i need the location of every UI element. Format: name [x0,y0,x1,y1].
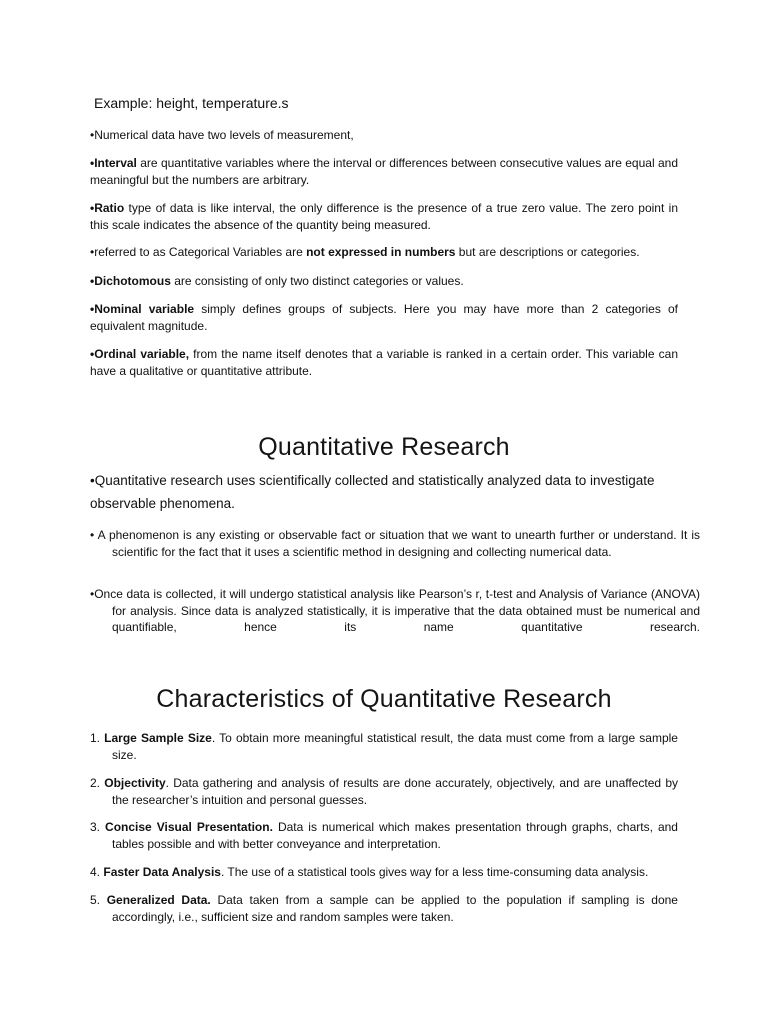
bullet-text: •referred to as Categorical Variables are [90,245,307,259]
list-number: 3. [90,820,101,834]
list-item [90,892,678,925]
list-item-text: . To obtain more meaningful statistical result, the data must come from a large sample size. [112,731,678,762]
bullet-nominal [90,301,678,334]
bullet-text: but are descriptions or categories. [455,245,640,259]
bullet-ratio [90,200,678,233]
bullet-categorical [90,244,678,261]
bullet-bold: •Dichotomous [90,274,171,288]
list-item [90,819,678,852]
list-item [90,775,678,808]
bullet-text: are consisting of only two distinct categories or values. [170,274,464,288]
example-line: Example: height, temperature.s [94,95,289,111]
heading-characteristics: Characteristics of Quantitative Research [156,685,612,713]
list-item [90,864,678,881]
bullet-bold: not expressed in numbers [306,245,456,259]
lead-paragraph: •Quantitative research uses scientifically collected and statistically analyzed data to investigate observable phenomena. [90,473,655,511]
bullet-bold: •Nominal variable [90,302,195,316]
heading-quantitative-research: Quantitative Research [258,433,510,461]
bullet-bold: •Ratio [90,201,125,215]
bullet-text: •Numerical data have two levels of measurement, [90,128,354,142]
list-number: 1. [90,731,101,745]
paragraph-statistical-analysis: •Once data is collected, it will undergo statistical analysis like Pearson’s r, t-test and Analysis of Variance (ANOVA) for analysis. Since data is analyzed statistically, it is imperative that the data obtained must be numerical and quantifiable, hence its name quantitative research. [90,587,700,634]
list-number: 2. [90,776,101,790]
list-item-title: Large Sample Size [104,731,212,745]
bullet-text: are quantitative variables where the interval or differences between consecutive values are equal and meaningful but the numbers are arbitrary. [90,156,678,187]
list-item-text: . Data gathering and analysis of results are done accurately, objectively, and are unaffected by the researcher’s intuition and personal guesses. [112,776,678,807]
list-item-title: Generalized Data. [106,893,211,907]
list-item-title: Objectivity [104,776,166,790]
bullet-dichotomous [90,273,678,290]
list-item-text: Data taken from a sample can be applied to the population if sampling is done accordingly, i.e., sufficient size and random samples were taken. [112,893,678,924]
list-item-text: . The use of a statistical tools gives way for a less time-consuming data analysis. [220,865,649,879]
list-item-title: Concise Visual Presentation. [105,820,273,834]
list-item-title: Faster Data Analysis [103,865,221,879]
bullet-text: from the name itself denotes that a variable is ranked in a certain order. This variable can have a qualitative or quantitative attribute. [90,347,678,378]
list-number: 5. [90,893,101,907]
bullet-ordinal [90,346,678,379]
list-item-text: Data is numerical which makes presentation through graphs, charts, and tables possible and with better conveyance and interpretation. [112,820,678,851]
paragraph-phenomenon: • A phenomenon is any existing or observable fact or situation that we want to unearth further or understand. It is scientific for the fact that it uses a scientific method in designing and collecting numerical data. [90,528,700,559]
bullet-text: type of data is like interval, the only difference is the presence of a true zero value. The zero point in this scale indicates the absence of the quantity being measured. [90,201,678,232]
bullet-text: simply defines groups of subjects. Here you may have more than 2 categories of equivalent magnitude. [90,302,678,333]
bullet-bold: •Interval [90,156,137,170]
bullet-numerical-levels [90,127,678,144]
list-number: 4. [90,865,101,879]
list-item [90,730,678,763]
bullet-interval [90,155,678,188]
bullet-bold: •Ordinal variable, [90,347,190,361]
